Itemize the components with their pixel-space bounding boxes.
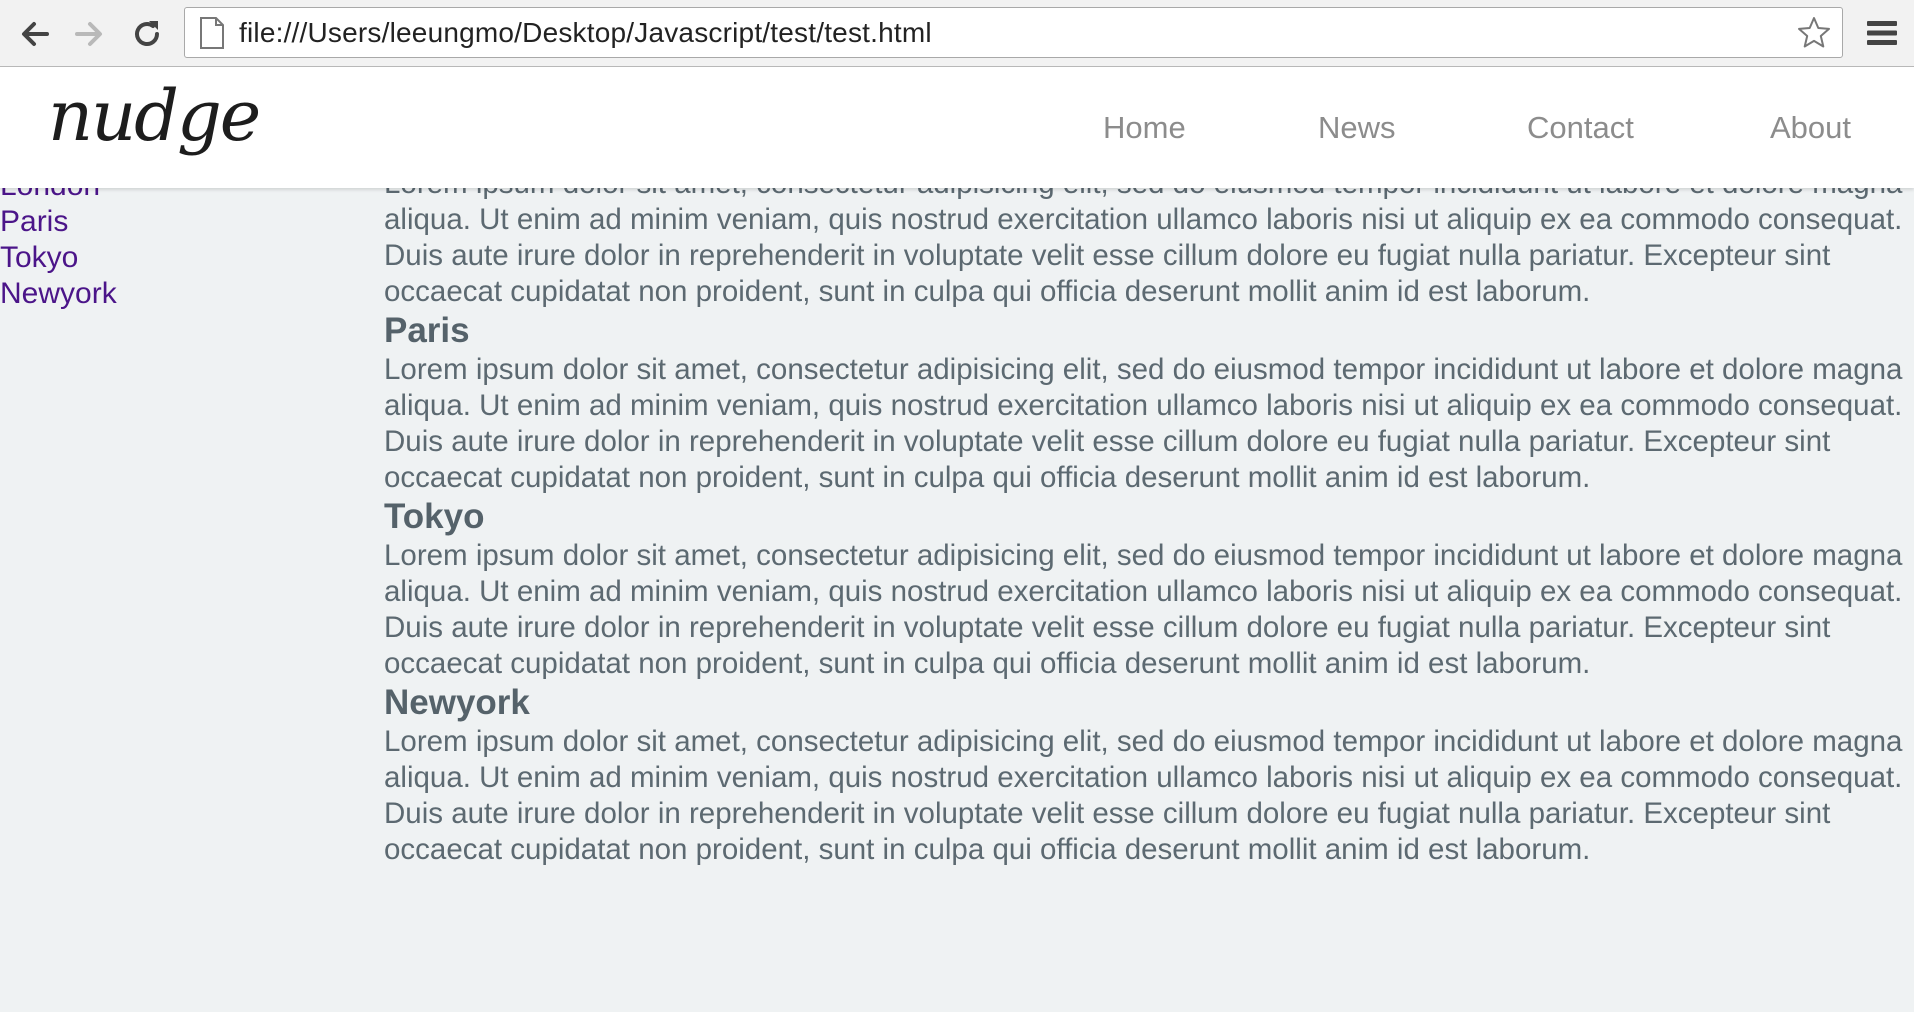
- section-title-newyork: Newyork: [384, 683, 530, 722]
- reload-button[interactable]: [125, 12, 169, 56]
- forward-button[interactable]: [67, 12, 111, 56]
- reload-icon: [125, 12, 169, 56]
- nav-link-about[interactable]: About: [1770, 110, 1852, 145]
- section-title-paris: Paris: [384, 311, 470, 350]
- star-icon[interactable]: [1796, 15, 1832, 51]
- back-button[interactable]: [13, 12, 57, 56]
- section-title-tokyo: Tokyo: [384, 497, 485, 536]
- arrow-right-icon: [67, 12, 111, 56]
- site-header: [0, 67, 1914, 188]
- sidebar: [0, 168, 360, 312]
- section-text-newyork: Lorem ipsum dolor sit amet, consectetur adipisicing elit, sed do eiusmod tempor incididunt ut labore et dolore magna aliqua. Ut enim ad minim veniam, quis nostrud exercitation ullamco laboris nisi ut aliquip ex ea commodo consequat. Duis aute irure dolor in reprehenderit in voluptate velit esse cillum dolore eu fugiat nulla pariatur. Excepteur sint occaecat cupidatat non proident, sunt in culpa qui officia deserunt mollit anim id est laborum.: [384, 725, 1903, 866]
- sidebar-link-tokyo[interactable]: Tokyo: [0, 241, 79, 274]
- sidebar-link-paris[interactable]: Paris: [0, 205, 69, 238]
- nav-link-news[interactable]: News: [1318, 110, 1396, 145]
- page-icon: [199, 17, 225, 49]
- browser-toolbar: [0, 0, 1914, 67]
- section-text-tokyo: Lorem ipsum dolor sit amet, consectetur adipisicing elit, sed do eiusmod tempor incididunt ut labore et dolore magna aliqua. Ut enim ad minim veniam, quis nostrud exercitation ullamco laboris nisi ut aliquip ex ea commodo consequat. Duis aute irure dolor in reprehenderit in voluptate velit esse cillum dolore eu fugiat nulla pariatur. Excepteur sint occaecat cupidatat non proident, sunt in culpa qui officia deserunt mollit anim id est laborum.: [384, 539, 1903, 680]
- section-text-london: aliqua. Ut enim ad minim veniam, quis nostrud exercitation ullamco laboris nisi ut aliquip ex ea commodo consequat. Duis aute irure dolor in reprehenderit in voluptate velit esse cillum dolore eu fugiat nulla pariatur. Excepteur sint occaecat cupidatat non proident, sunt in culpa qui officia deserunt mollit anim id est laborum.: [384, 203, 1903, 308]
- address-bar[interactable]: [184, 7, 1843, 58]
- arrow-left-icon: [13, 12, 57, 56]
- sidebar-link-newyork[interactable]: Newyork: [0, 277, 117, 310]
- site-logo[interactable]: nudge: [48, 75, 260, 157]
- nav-link-home[interactable]: Home: [1103, 110, 1186, 145]
- section-text-paris: Lorem ipsum dolor sit amet, consectetur adipisicing elit, sed do eiusmod tempor incididunt ut labore et dolore magna aliqua. Ut enim ad minim veniam, quis nostrud exercitation ullamco laboris nisi ut aliquip ex ea commodo consequat. Duis aute irure dolor in reprehenderit in voluptate velit esse cillum dolore eu fugiat nulla pariatur. Excepteur sint occaecat cupidatat non proident, sunt in culpa qui officia deserunt mollit anim id est laborum.: [384, 353, 1903, 494]
- hamburger-menu-icon[interactable]: [1863, 14, 1901, 52]
- url-text[interactable]: file:///Users/leeungmo/Desktop/Javascript/test/test.html: [239, 17, 932, 48]
- main-content: [384, 166, 1914, 868]
- nav-link-contact[interactable]: Contact: [1527, 110, 1634, 145]
